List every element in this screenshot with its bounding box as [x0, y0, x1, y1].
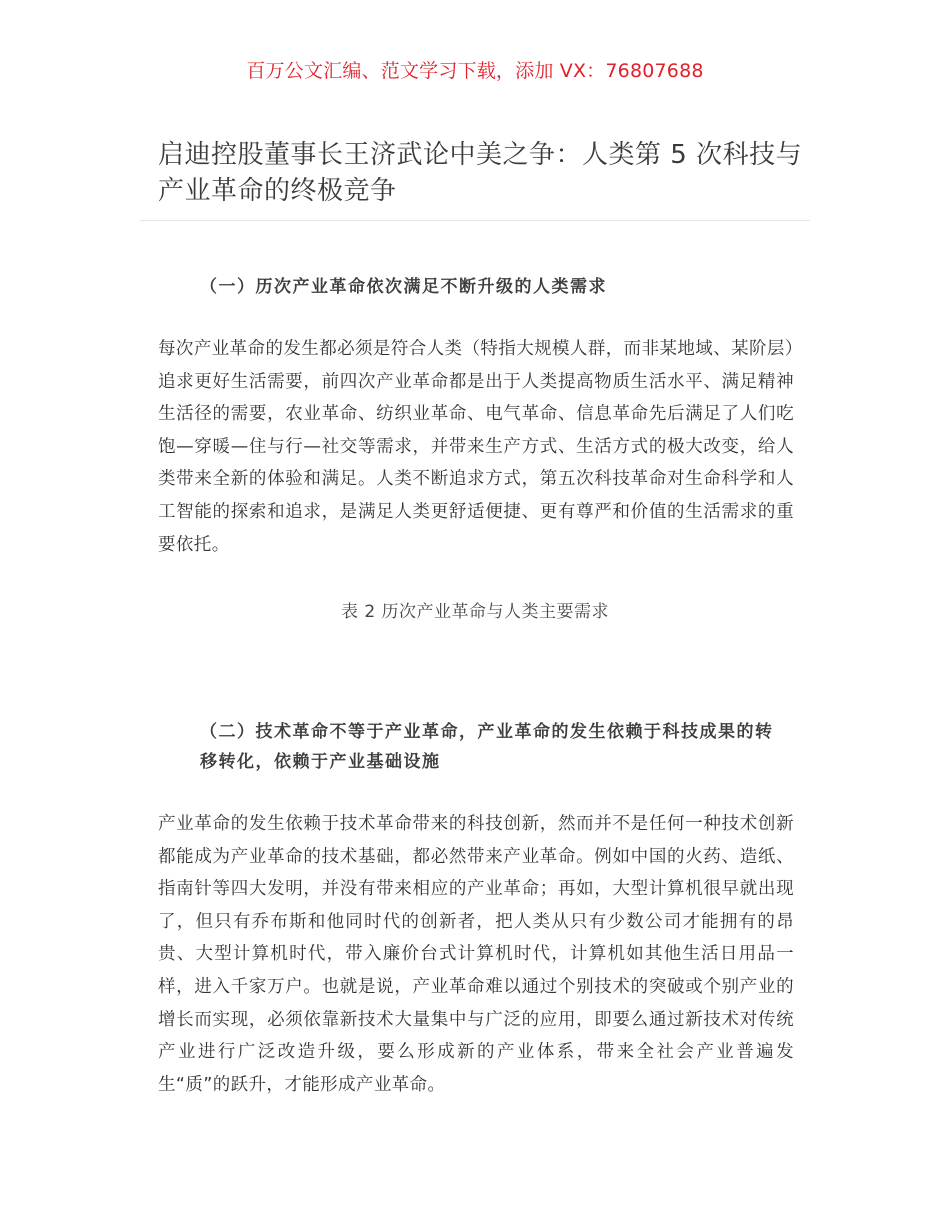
- article-title: 启迪控股董事长王济武论中美之争：人类第 5 次科技与产业革命的终极竞争: [158, 140, 803, 206]
- title-divider: [140, 220, 810, 221]
- section-paragraph-1: 每次产业革命的发生都必须是符合人类（特指大规模人群，而非某地域、某阶层）追求更好生活需要，前四次产业革命都是出于人类提高物质生活水平、满足精神生活径的需要，农业革命、纺织业革命、电气革命、信息革命先后满足了人们吃饱—穿暖—住与行—社交等需求，并带来生产方式、生活方式的极大改变，给人类带来全新的体验和满足。人类不断追求方式，第五次科技革命对生命科学和人工智能的探索和追求，是满足人类更舒适便捷、更有尊严和价值的生活需求的重要依托。: [158, 339, 794, 555]
- promo-banner: 百万公文汇编、范文学习下载，添加 VX：76807688: [246, 60, 704, 82]
- table-caption: 表 2 历次产业革命与人类主要需求: [340, 602, 610, 622]
- section-paragraph-2: 产业革命的发生依赖于技术革命带来的科技创新，然而并不是任何一种技术创新都能成为产业革命的技术基础，都必然带来产业革命。例如中国的火药、造纸、指南针等四大发明，并没有带来相应的产业革命；再如，大型计算机很早就出现了，但只有乔布斯和他同时代的创新者，把人类从只有少数公司才能拥有的昂贵、大型计算机时代，带入廉价台式计算机时代，计算机如其他生活日用品一样，进入千家万户。也就是说，产业革命难以通过个别技术的突破或个别产业的增长而实现，必须依靠新技术大量集中与广泛的应用，即要么通过新技术对传统产业进行广泛改造升级，要么形成新的产业体系，带来全社会产业普遍发生“质”的跃升，才能形成产业革命。: [158, 814, 794, 1095]
- section-heading-1: （一）历次产业革命依次满足不断升级的人类需求: [200, 277, 607, 297]
- section-heading-2: （二）技术革命不等于产业革命，产业革命的发生依赖于科技成果的转移转化，依赖于产业基础设施: [200, 722, 774, 772]
